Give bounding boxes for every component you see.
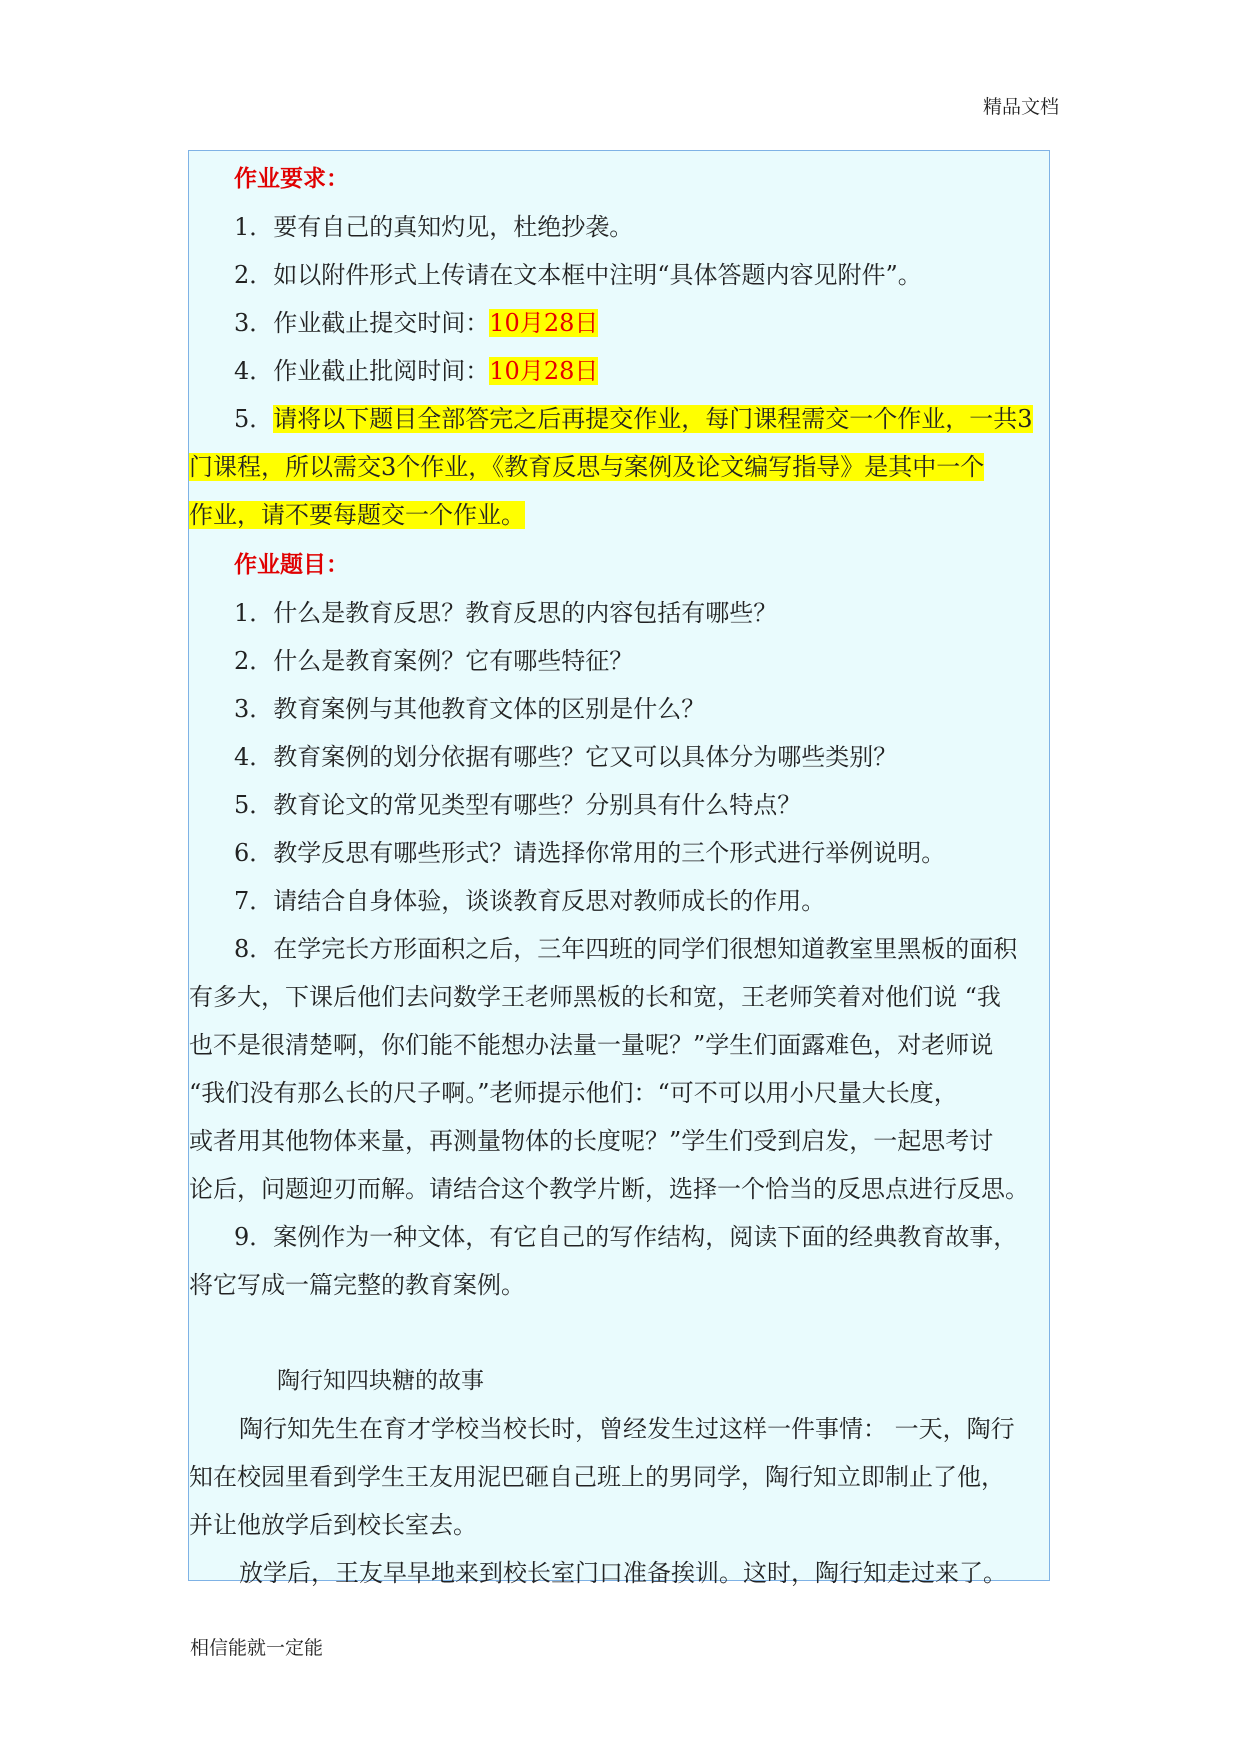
requirement-1: 1．要有自己的真知灼见，杜绝抄袭。 xyxy=(234,213,634,241)
requirement-3-text: 3．作业截止提交时间： xyxy=(234,309,490,337)
story-paragraph-1-line-1: 陶行知先生在育才学校当校长时，曾经发生过这样一件事情： 一天，陶行 xyxy=(239,1415,1015,1443)
requirement-3 xyxy=(234,303,598,343)
question-8-line-3: 也不是很清楚啊，你们能不能想办法量一量呢？”学生们面露难色，对老师说 xyxy=(189,1031,994,1059)
requirement-5-number: 5． xyxy=(234,405,274,433)
question-8-line-4: “我们没有那么长的尺子啊。”老师提示他们：“可不可以用小尺量大长度， xyxy=(189,1079,958,1107)
question-2: 2．什么是教育案例？它有哪些特征？ xyxy=(234,647,634,675)
requirement-5-text-3: 作业，请不要每题交一个作业。 xyxy=(189,501,525,529)
requirement-2: 2．如以附件形式上传请在文本框中注明“具体答题内容见附件”。 xyxy=(234,261,922,289)
requirement-5-text-1: 请将以下题目全部答完之后再提交作业，每门课程需交一个作业，一共3 xyxy=(273,405,1033,433)
question-4: 4．教育案例的划分依据有哪些？它又可以具体分为哪些类别？ xyxy=(234,743,898,771)
question-9-line-2: 将它写成一篇完整的教育案例。 xyxy=(189,1271,525,1299)
question-8-line-1: 8．在学完长方形面积之后，三年四班的同学们很想知道教室里黑板的面积 xyxy=(234,935,1018,963)
requirements-heading: 作业要求： xyxy=(234,166,349,192)
page-footer: 相信能就一定能 xyxy=(190,1637,324,1659)
question-3: 3．教育案例与其他教育文体的区别是什么？ xyxy=(234,695,706,723)
story-paragraph-1-line-3: 并让他放学后到校长室去。 xyxy=(189,1511,477,1539)
story-title: 陶行知四块糖的故事 xyxy=(277,1368,484,1394)
submit-deadline: 10月28日 xyxy=(489,309,599,337)
requirement-5-line-2 xyxy=(189,447,984,487)
question-8-line-6: 论后，问题迎刃而解。请结合这个教学片断，选择一个恰当的反思点进行反思。 xyxy=(189,1175,1029,1203)
review-deadline: 10月28日 xyxy=(489,357,599,385)
requirement-4-text: 4．作业截止批阅时间： xyxy=(234,357,490,385)
requirement-5-text-2: 门课程，所以需交3个作业，《教育反思与案例及论文编写指导》是其中一个 xyxy=(189,453,985,481)
question-5: 5．教育论文的常见类型有哪些？分别具有什么特点？ xyxy=(234,791,802,819)
question-8-line-2: 有多大，下课后他们去问数学王老师黑板的长和宽，王老师笑着对他们说 “我 xyxy=(189,983,1001,1011)
requirement-5-line-1 xyxy=(234,399,1033,439)
requirement-4 xyxy=(234,351,598,391)
question-6: 6．教学反思有哪些形式？请选择你常用的三个形式进行举例说明。 xyxy=(234,839,946,867)
assignment-box xyxy=(188,150,1050,1587)
questions-heading: 作业题目： xyxy=(234,552,349,578)
requirement-5-line-3 xyxy=(189,495,525,535)
question-9-line-1: 9．案例作为一种文体，有它自己的写作结构，阅读下面的经典教育故事， xyxy=(234,1223,1018,1251)
story-paragraph-2-line-1: 放学后，王友早早地来到校长室门口准备挨训。这时，陶行知走过来了。 xyxy=(239,1559,1007,1587)
story-paragraph-1-line-2: 知在校园里看到学生王友用泥巴砸自己班上的男同学，陶行知立即制止了他， xyxy=(189,1463,1005,1491)
page-header: 精品文档 xyxy=(983,96,1060,118)
question-7: 7．请结合自身体验，谈谈教育反思对教师成长的作用。 xyxy=(234,887,826,915)
question-8-line-5: 或者用其他物体来量，再测量物体的长度呢？”学生们受到启发，一起思考讨 xyxy=(189,1127,994,1155)
question-1: 1．什么是教育反思？教育反思的内容包括有哪些？ xyxy=(234,599,778,627)
